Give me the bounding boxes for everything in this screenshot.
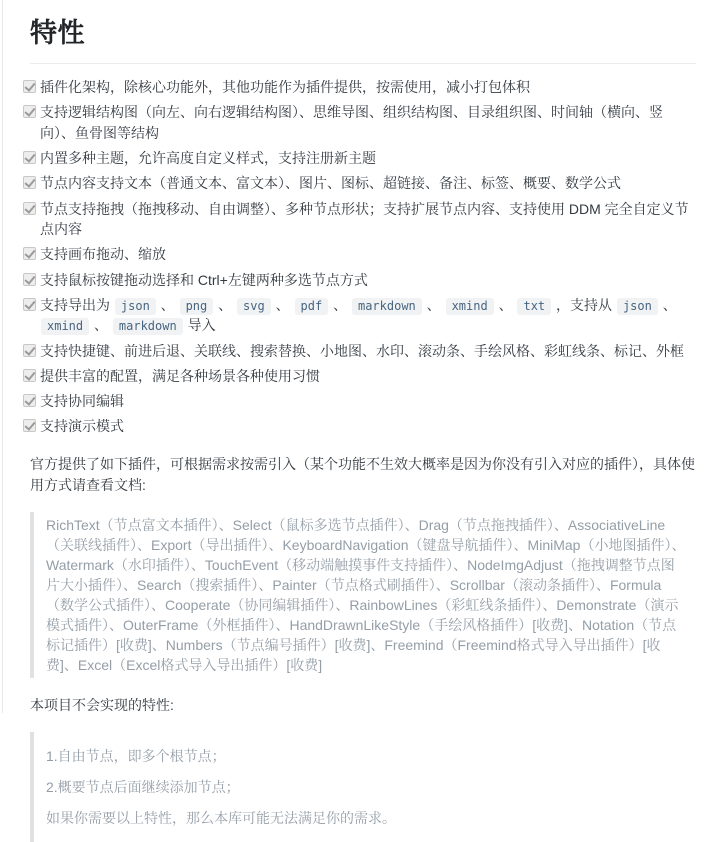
- checkbox-checked-icon: [23, 344, 36, 357]
- checkbox-checked-icon: [23, 80, 36, 93]
- excluded-features-quote: [30, 732, 696, 842]
- checkbox-checked-icon: [23, 247, 36, 260]
- feature-text: 、: [271, 296, 294, 313]
- feature-text: 、: [422, 296, 445, 313]
- checkbox-checked-icon: [23, 202, 36, 215]
- feature-text: 内置多种主题，允许高度自定义样式，支持注册新主题: [40, 150, 376, 167]
- quote-line: 如果你需要以上特性，那么本库可能无法满足你的需求。: [46, 810, 396, 826]
- feature-item: [40, 391, 696, 411]
- excluded-features-intro: 本项目不会实现的特性:: [30, 697, 174, 714]
- plugins-quote-text: RichText（节点富文本插件）、Select（鼠标多选节点插件）、Drag（节点拖拽插件）、AssociativeLine（关联线插件）、Export（导出插件）、KeyboardNavigation（键盘导航插件）、MiniMap（小地图插件）、Watermark（水印插件）、TouchEvent（移动端触摸事件支持插件）、NodeImgAdjust（拖拽调整节点图片大小插件）、Search（搜索插件）、Painter（节点格式刷插件）、Scrollbar（滚动条插件）、Formula（数学公式插件）、Cooperate（协同编辑插件）、RainbowLines（彩虹线条插件）、Demonstrate（演示模式插件）、OuterFrame（外框插件）、HandDrawnLikeStyle（手绘风格插件）[收费]、Notation（节点标记插件）[收费]、Numbers（节点编号插件）[收费]、Freemind（Freemind格式导入导出插件）[收费]、Excel（Excel格式导入导出插件）[收费]: [46, 517, 686, 674]
- quote-line: 2.概要节点后面继续添加节点；: [46, 778, 240, 795]
- feature-text: 、: [90, 317, 112, 334]
- inline-code: svg: [237, 298, 271, 315]
- inline-code: json: [115, 298, 156, 315]
- feature-item: [40, 244, 696, 264]
- inline-code: png: [180, 298, 214, 315]
- feature-item: [40, 366, 696, 386]
- feature-item: [40, 199, 696, 240]
- plugins-intro-paragraph: 官方提供了如下插件，可根据需求按需引入（某个功能不生效大概率是因为你没有引入对应的插件），具体使用方式请查看文档:: [30, 455, 695, 494]
- feature-text: 、: [658, 296, 677, 313]
- feature-text: 支持导出为: [40, 296, 114, 313]
- feature-text: 、: [156, 296, 179, 313]
- feature-text: 支持演示模式: [40, 418, 124, 435]
- feature-item: [40, 173, 696, 193]
- feature-text: 、: [214, 296, 237, 313]
- feature-text: 导入: [183, 317, 216, 334]
- inline-code: txt: [517, 298, 551, 315]
- inline-code: pdf: [295, 298, 329, 315]
- feature-item: [40, 341, 696, 361]
- feature-list: [30, 77, 696, 437]
- feature-text: 支持逻辑结构图（向左、向右逻辑结构图）、思维导图、组织结构图、目录组织图、时间轴（横向、竖向）、鱼骨图等结构: [40, 104, 663, 141]
- quote-line: 1.自由节点，即多个根节点；: [46, 747, 226, 764]
- checkbox-checked-icon: [23, 419, 36, 432]
- feature-text: 节点支持拖拽（拖拽移动、自由调整）、多种节点形状；支持扩展节点内容、支持使用 DDM 完全自定义节点内容: [40, 200, 689, 237]
- inline-code: markdown: [113, 318, 183, 335]
- inline-code: json: [617, 298, 658, 315]
- feature-text: 支持协同编辑: [40, 393, 124, 410]
- feature-text: 、: [494, 296, 517, 313]
- inline-code: xmind: [41, 318, 89, 335]
- feature-item: [40, 148, 696, 168]
- feature-text: 支持快捷键、前进后退、关联线、搜索替换、小地图、水印、滚动条、手绘风格、彩虹线条、标记、外框: [40, 342, 684, 359]
- feature-item: [40, 416, 696, 436]
- checkbox-checked-icon: [23, 369, 36, 382]
- inline-code: xmind: [446, 298, 494, 315]
- plugins-quote: [30, 512, 696, 678]
- checkbox-checked-icon: [23, 105, 36, 118]
- inline-code: markdown: [352, 298, 422, 315]
- checkbox-checked-icon: [23, 151, 36, 164]
- feature-text: ，支持从: [552, 296, 616, 313]
- feature-text: 支持鼠标按键拖动选择和 Ctrl+左键两种多选节点方式: [40, 271, 368, 288]
- checkbox-checked-icon: [23, 273, 36, 286]
- feature-text: 、: [329, 296, 351, 313]
- page-title: 特性: [30, 14, 696, 64]
- feature-item: [40, 295, 696, 336]
- feature-item: [40, 102, 696, 143]
- feature-item: [40, 270, 696, 290]
- checkbox-checked-icon: [23, 298, 36, 311]
- feature-item: [40, 77, 696, 97]
- feature-text: 插件化架构，除核心功能外，其他功能作为插件提供，按需使用，减小打包体积: [40, 79, 530, 96]
- checkbox-checked-icon: [23, 394, 36, 407]
- feature-text: 支持画布拖动、缩放: [40, 246, 166, 263]
- page-left-divider: [2, 0, 3, 713]
- feature-text: 提供丰富的配置，满足各种场景各种使用习惯: [40, 367, 320, 384]
- feature-text: 节点内容支持文本（普通文本、富文本）、图片、图标、超链接、备注、标签、概要、数学公式: [40, 175, 621, 192]
- checkbox-checked-icon: [23, 176, 36, 189]
